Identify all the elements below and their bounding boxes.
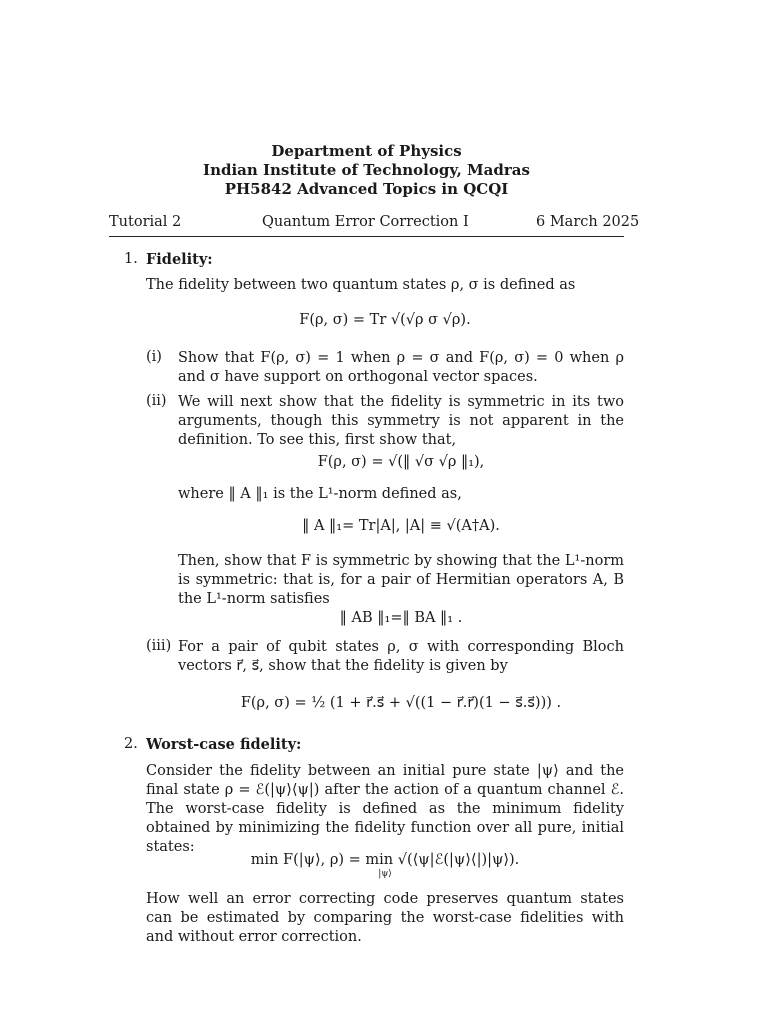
date-label: 6 March 2025 (536, 214, 640, 230)
q1-eq-l1-norm: ‖ A ‖₁= Tr|A|, |A| ≡ √(A†A). (302, 518, 500, 534)
q1-part-iii-label: (iii) (146, 638, 172, 654)
q1-part-ii-text: We will next show that the fidelity is symmetric in its two arguments, though this symmetry is not apparent in the definition. To see this, first show that, (178, 394, 624, 448)
q2-text-intro: Consider the fidelity between an initial pure state |ψ⟩ and the final state ρ = ℰ(|ψ⟩⟨ψ|) after the action of a quantum channel ℰ. The worst-case fidelity is defined as the minimum fidelity obtained by minimizing the fidelity function over all pure, initial states: (146, 763, 624, 855)
q1-intro: The fidelity between two quantum states ρ, σ is defined as (146, 277, 576, 293)
topic-label: Quantum Error Correction I (262, 214, 469, 230)
header-rule (109, 236, 624, 237)
tutorial-label: Tutorial 2 (109, 214, 182, 230)
q2-text-closing: How well an error correcting code preserves quantum states can be estimated by comparing the worst-case fidelities with and without error correction. (146, 891, 624, 945)
q2-number: 2. (124, 736, 138, 752)
department-title: Department of Physics (271, 142, 462, 160)
q2-eq-worst-case-expr: min F(|ψ⟩, ρ) = min √(⟨ψ|ℰ(|ψ⟩⟨|)|ψ⟩). (250, 852, 520, 868)
q1-eq-norm-fidelity: F(ρ, σ) = √(‖ √σ √ρ ‖₁), (317, 454, 485, 470)
q1-title: Fidelity: (146, 251, 213, 268)
q1-part-i-text: Show that F(ρ, σ) = 1 when ρ = σ and F(ρ, σ) = 0 when ρ and σ have support on orthogonal vector spaces. (178, 350, 624, 385)
course-title: PH5842 Advanced Topics in QCQI (224, 180, 509, 198)
q1-eq-definition: F(ρ, σ) = Tr √(√ρ σ √ρ). (299, 312, 471, 328)
q1-part-ii-label: (ii) (146, 393, 167, 409)
q1-then-text: Then, show that F is symmetric by showing that the L¹-norm is symmetric: that is, for a pair of Hermitian operators A, B the L¹-norm satisfies (178, 553, 624, 607)
q1-eq-symmetry: ‖ AB ‖₁=‖ BA ‖₁ . (339, 610, 463, 626)
q2-eq-min-subscript: |ψ⟩ (378, 869, 392, 879)
q1-where-text: where ‖ A ‖₁ is the L¹-norm defined as, (178, 486, 462, 502)
q2-eq-worst-case (146, 852, 624, 879)
q1-eq-bloch-fidelity: F(ρ, σ) = ½ (1 + r⃗.s⃗ + √((1 − r⃗.r⃗)(1 − s⃗.s⃗))) . (240, 695, 562, 711)
q1-number: 1. (124, 251, 138, 267)
q2-title: Worst-case fidelity: (146, 736, 302, 753)
q1-part-i-label: (i) (146, 349, 162, 365)
q1-part-iii-text: For a pair of qubit states ρ, σ with corresponding Bloch vectors r⃗, s⃗, show that the fidelity is given by (178, 639, 624, 674)
institute-title: Indian Institute of Technology, Madras (203, 161, 530, 179)
